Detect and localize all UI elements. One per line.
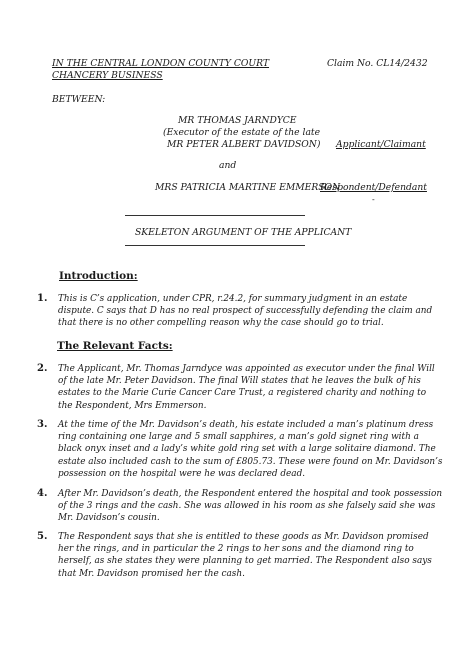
paragraph-1-text: This is C’s application, under CPR, r.24.2, for summary judgment in an estate dispute. C says that D has no real prospect of successfully defending the claim and that there is no other compelling reason why the case should go to trial. bbox=[58, 294, 433, 329]
claimant-detail-2: MR PETER ALBERT DAVIDSON) bbox=[167, 139, 321, 150]
claimant-role: Applicant/Claimant bbox=[336, 139, 426, 150]
between-label: BETWEEN: bbox=[52, 94, 106, 105]
paragraph-4-number: 4. bbox=[37, 488, 48, 499]
document-title: SKELETON ARGUMENT OF THE APPLICANT bbox=[135, 227, 352, 238]
paragraph-1-number: 1. bbox=[37, 293, 48, 304]
paragraph-5-number: 5. bbox=[37, 531, 48, 542]
claim-number: Claim No. CL14/2432 bbox=[327, 58, 428, 69]
claimant-name: MR THOMAS JARNDYCE bbox=[178, 115, 297, 126]
respondent-mark: - bbox=[372, 195, 375, 204]
paragraph-4-text: After Mr. Davidson’s death, the Respondent entered the hospital and took possession of the 3 rings and the cash. She was allowed in his room as she falsely said she was Mr. Davidson’s cousin. bbox=[58, 489, 443, 524]
respondent-role: Respondent/Defendant bbox=[320, 182, 427, 193]
paragraph-2-text: The Applicant, Mr. Thomas Jarndyce was appointed as executor under the final Will of the late Mr. Peter Davidson. The final Will states that he leaves the bulk of his estates to the Marie Curie Cancer Care Trust, a registered charity and nothing to the Respondent, Mrs Emmerson. bbox=[58, 364, 435, 411]
paragraph-5-text: The Respondent says that she is entitled to these goods as Mr. Davidson promised her the rings, and in particular the 2 rings to her sons and the diamond ring to herself, as she states they were planning to get married. The Respondent also says that Mr. Davidson promised her the cash. bbox=[58, 532, 432, 579]
and-label: and bbox=[219, 160, 237, 171]
respondent-name: MRS PATRICIA MARTINE EMMERSON bbox=[155, 182, 341, 193]
introduction-heading: Introduction: bbox=[59, 270, 138, 282]
title-rule-bottom bbox=[125, 245, 305, 246]
claimant-detail-1: (Executor of the estate of the late bbox=[163, 127, 321, 138]
court-name: IN THE CENTRAL LONDON COUNTY COURT bbox=[52, 58, 270, 69]
paragraph-3-text: At the time of the Mr. Davidson’s death, his estate included a man’s platinum dress ring containing one large and 5 small sapphires, a man’s gold signet ring with a black onyx inset and a lady’s white gold ring set with a large solitaire diamond. The estate also included cash to the sum of £805.73. These were found on Mr. Davidson’s possession on the hospital were he was declared dead. bbox=[58, 420, 443, 479]
title-rule-top bbox=[125, 215, 305, 216]
court-division: CHANCERY BUSINESS bbox=[52, 70, 163, 81]
relevant-facts-heading: The Relevant Facts: bbox=[57, 340, 173, 352]
paragraph-3-number: 3. bbox=[37, 419, 48, 430]
paragraph-2-number: 2. bbox=[37, 363, 48, 374]
